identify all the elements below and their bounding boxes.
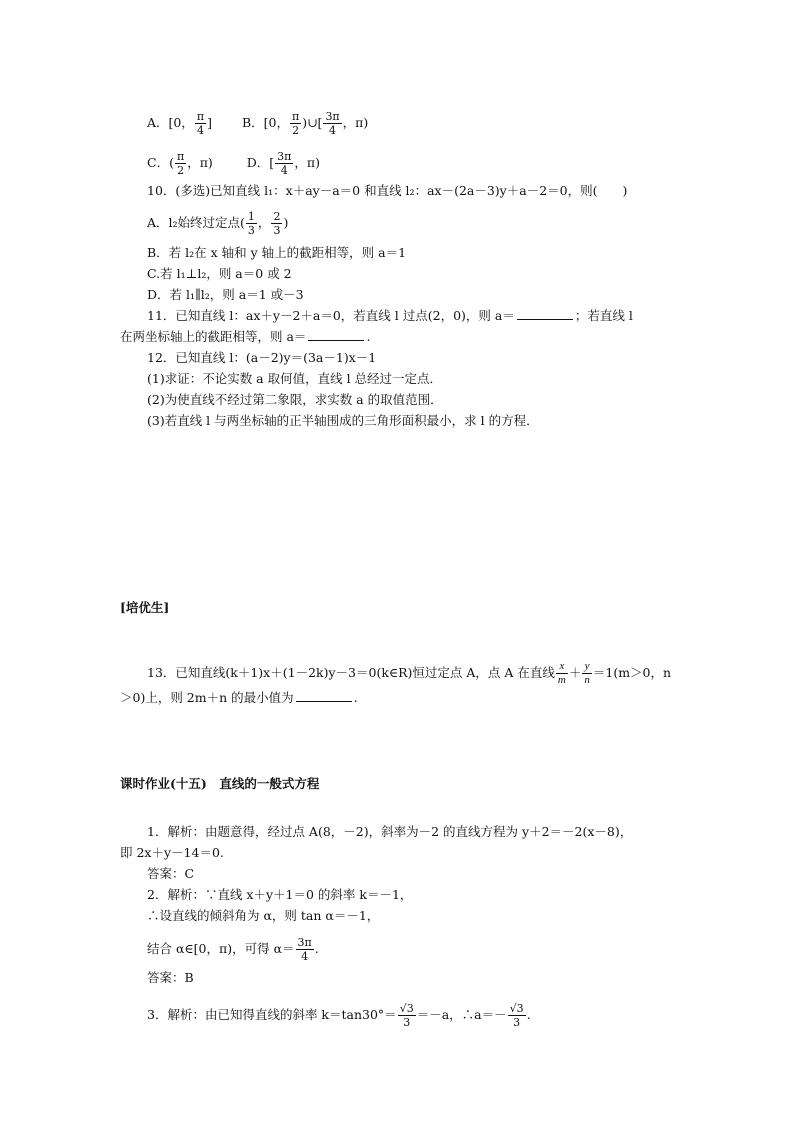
fraction: $\frac{√3}{3}$	[509, 1002, 524, 1029]
q9-options-row2	[147, 150, 320, 177]
fraction: $\frac{\pi}{4}$	[196, 110, 205, 137]
answer-blank[interactable]	[296, 691, 352, 702]
answer-1-line1: 1．解析：由题意得，经过点 A(8，－2)，斜率为－2 的直线方程为 y＋2＝－2(x－8)，	[147, 824, 633, 839]
fraction: $\frac{y}{n}$	[584, 660, 590, 686]
q9-option-b: B．[0， $\frac{\pi}{2}$ )∪[ $\frac{3\pi}{4}$ ，π)	[241, 110, 369, 137]
fraction: $\frac{3\pi}{4}$	[325, 110, 340, 137]
q9-option-a: A．[0， $\frac{\pi}{4}$ ]	[147, 110, 212, 137]
fraction: $\frac{\pi}{2}$	[291, 110, 300, 137]
q10-option-a: A．l₂始终过定点( $\frac{1}{3}$ ， $\frac{2}{3}$ )	[147, 210, 289, 237]
answer-2-line2: ∴设直线的倾斜角为 α，则 tan α＝－1，	[147, 908, 380, 923]
fraction: $\frac{x}{m}$	[557, 660, 566, 686]
q9-option-c: C．( $\frac{\pi}{2}$ ，π)	[147, 150, 213, 177]
fraction: $\frac{\pi}{2}$	[176, 150, 185, 177]
q9-options-row1	[147, 110, 368, 137]
answer-2-line1: 2．解析：∵直线 x＋y＋1＝0 的斜率 k＝－1，	[147, 887, 413, 902]
q12-part3: (3)若直线 l 与两坐标轴的正半轴围成的三角形面积最小，求 l 的方程．	[147, 413, 539, 428]
answer-3-line: 3．解析：由已知得直线的斜率 k＝tan30°＝ $\frac{√3}{3}$ ＝－a，∴a＝－ $\frac{√3}{3}$ .	[147, 1002, 531, 1029]
q11-line2: 在两坐标轴上的截距相等，则 a＝ .	[120, 329, 371, 344]
q12-part2: (2)为使直线不经过第二象限，求实数 a 的取值范围．	[147, 392, 443, 407]
answer-1-key: 答案：C	[147, 866, 195, 881]
fraction: $\frac{3\pi}{4}$	[277, 150, 292, 177]
answer-1-line2: 即 2x＋y－14＝0.	[120, 845, 224, 860]
fraction: $\frac{3\pi}{4}$	[297, 936, 312, 963]
fraction: $\frac{1}{3}$	[247, 210, 255, 237]
q10-option-d: D．若 l₁∥l₂，则 a＝1 或－3	[147, 287, 304, 302]
q11-line1: 11．已知直线 l：ax＋y－2＋a＝0，若直线 l 过点(2，0)，则 a＝ ；若直线 l	[147, 308, 633, 323]
section-peiyou-heading: [培优生]	[120, 600, 170, 615]
q12-stem: 12．已知直线 l：(a－2)y＝(3a－1)x－1	[147, 350, 377, 365]
q13-line2: ＞0)上，则 2m＋n 的最小值为 .	[120, 690, 358, 705]
fraction: $\frac{√3}{3}$	[399, 1002, 414, 1029]
q10-option-b: B．若 l₂在 x 轴和 y 轴上的截距相等，则 a＝1	[147, 245, 407, 260]
q10-stem: 10．(多选)已知直线 l₁：x＋ay－a＝0 和直线 l₂：ax－(2a－3)y＋a－2＝0，则( )	[147, 183, 628, 198]
q10-option-c: C.若 l₁⊥l₂，则 a＝0 或 2	[147, 266, 292, 281]
fraction: $\frac{2}{3}$	[273, 210, 281, 237]
answer-2-line3: 结合 α∈[0，π)，可得 α＝ $\frac{3\pi}{4}$ .	[147, 936, 319, 963]
answers-title: 课时作业(十五) 直线的一般式方程	[120, 776, 320, 791]
answer-2-key: 答案：B	[147, 970, 194, 985]
q9-option-d: D．[ $\frac{3\pi}{4}$ ，π)	[246, 150, 320, 177]
q12-part1: (1)求证：不论实数 a 取何值，直线 l 总经过一定点．	[147, 371, 443, 386]
q13-line1: 13．已知直线(k＋1)x＋(1－2k)y－3＝0(k∈R)恒过定点 A，点 A 在直线 $\frac{x}{m}$ ＋ $\frac{y}{n}$ ＝1(m＞0，n	[147, 660, 672, 686]
answer-blank[interactable]	[308, 330, 364, 341]
answer-blank[interactable]	[517, 309, 573, 320]
